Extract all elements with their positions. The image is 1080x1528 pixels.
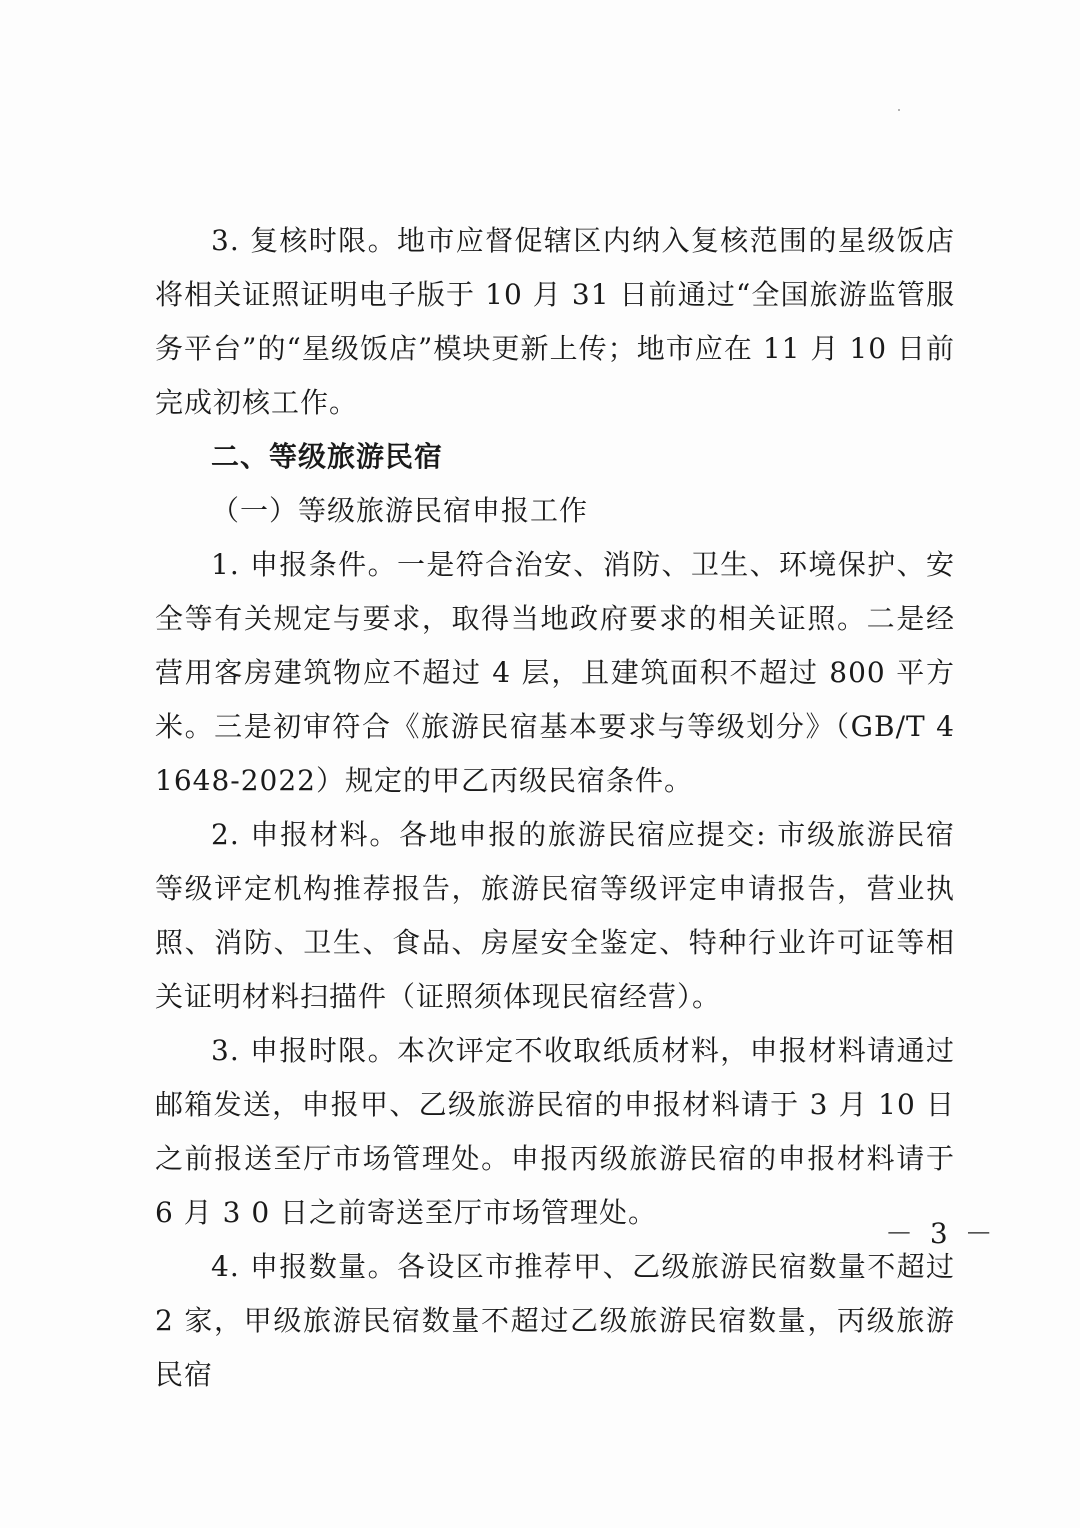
- scan-speck: [898, 109, 900, 111]
- paragraph-review-deadline: 3. 复核时限。地市应督促辖区内纳入复核范围的星级饭店将相关证照证明电子版于 10 月 31 日前通过“全国旅游监管服务平台”的“星级饭店”模块更新上传；地市应在 11 月 10 日前完成初核工作。: [155, 224, 955, 419]
- subsection-heading-application-work: （一）等级旅游民宿申报工作: [211, 494, 589, 527]
- paragraph-application-materials: 2. 申报材料。各地申报的旅游民宿应提交: 市级旅游民宿等级评定机构推荐报告，旅游民宿等级评定申请报告，营业执照、消防、卫生、食品、房屋安全鉴定、特种行业许可证等相关证明材料扫描件（证照须体现民宿经营）。: [155, 818, 955, 1013]
- document-body: [155, 214, 955, 1402]
- paragraph-application-deadline: 3. 申报时限。本次评定不收取纸质材料，申报材料请通过邮箱发送，申报甲、乙级旅游民宿的申报材料请于 3 月 10 日之前报送至厅市场管理处。申报丙级旅游民宿的申报材料请于 6 月 3 0 日之前寄送至厅市场管理处。: [155, 1034, 955, 1229]
- paragraph-application-conditions: 1. 申报条件。一是符合治安、消防、卫生、环境保护、安全等有关规定与要求，取得当地政府要求的相关证照。二是经营用客房建筑物应不超过 4 层，且建筑面积不超过 800 平方米。三是初审符合《旅游民宿基本要求与等级划分》（GB/T 41648-2022）规定的甲乙丙级民宿条件。: [155, 548, 955, 797]
- page-number: － 3 －: [885, 1217, 997, 1250]
- section-heading-graded-homestays: 二、等级旅游民宿: [211, 440, 444, 473]
- paragraph-application-quantity: 4. 申报数量。各设区市推荐甲、乙级旅游民宿数量不超过 2 家，甲级旅游民宿数量不超过乙级旅游民宿数量，丙级旅游民宿: [155, 1250, 955, 1391]
